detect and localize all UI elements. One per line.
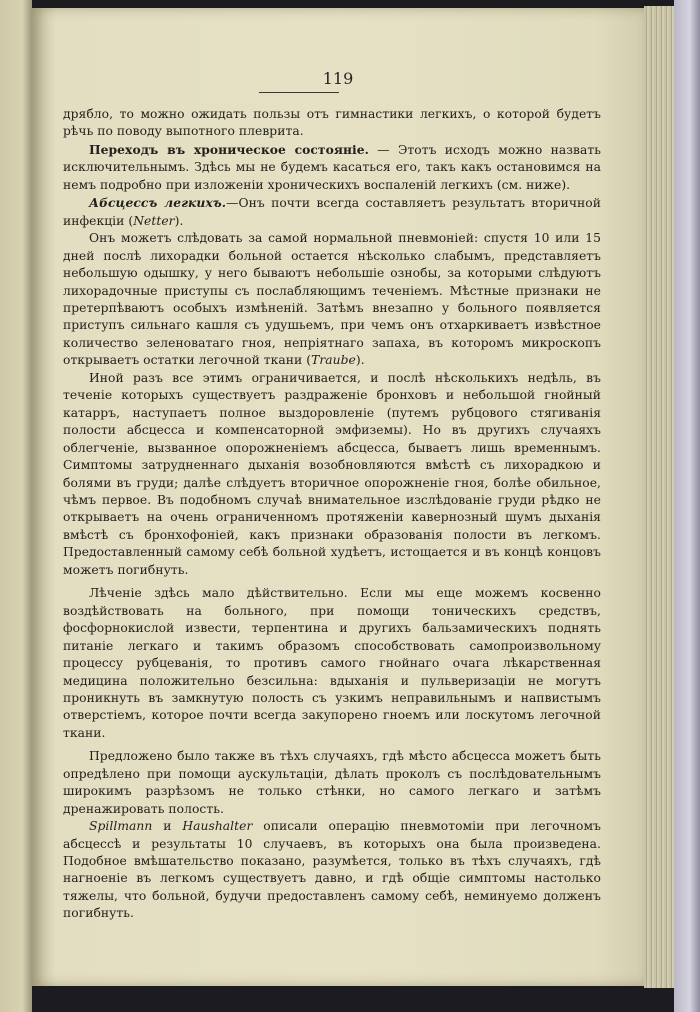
paragraph-text: Предложено было также въ тѣхъ случаяхъ, гдѣ мѣсто абсцесса можетъ быть опредѣлено при помощи аускультаціи, дѣлать проколъ съ послѣдовательнымъ широкимъ разрѣзомъ не только стѣнки, но самого легкаго и затѣмъ дренажировать полость.	[63, 749, 601, 816]
paragraph-text: ).	[174, 213, 184, 228]
paragraph	[63, 370, 601, 579]
paragraph-text: ).	[355, 353, 365, 368]
section-heading: Переходъ въ хроническое состояніе.	[89, 141, 369, 157]
paragraph	[63, 748, 601, 818]
page-number: 119	[322, 69, 354, 88]
paragraph	[63, 106, 601, 141]
paragraph-text: описали операцію пневмотоміи при легочномъ абсцессѣ и результаты 10 случаевъ, въ которыхъ она была произведена. Подобное вмѣшательство показано, разумѣется, только въ тѣхъ случаяхъ, гдѣ нагноеніе въ легкомъ существуетъ давно, и гдѣ общіе симптомы настолько тяжелы, что больной, будучи предоставленъ самому себѣ, неминуемо долженъ погибнуть.	[63, 819, 601, 921]
paragraph	[63, 194, 601, 230]
section-heading: Абсцессъ легкихъ.	[89, 195, 227, 211]
page-body-text	[63, 106, 601, 923]
page-stack-edge	[644, 6, 674, 988]
paragraph-text: Онъ можетъ слѣдовать за самой нормальной пневмоніей: спустя 10 или 15 дней послѣ лихорадки больной остается нѣсколько слабымъ, представляетъ небольшую одышку, у него бываютъ небольшіе ознобы, за которыми слѣдуютъ лихорадочные приступы съ послабляющимъ теченіемъ. Мѣстные признаки не претерпѣваютъ особыхъ измѣненій. Затѣмъ внезапно у больного появляется приступъ сильнаго кашля съ удушьемъ, при чемъ онъ отхаркиваетъ извѣстное количество зеленоватаго гноя, непріятнаго запаха, въ которомъ микроскопъ открываетъ остатки легочной ткани (	[63, 231, 601, 368]
author-name: Traube	[311, 353, 356, 368]
paragraph	[63, 141, 601, 194]
author-name: Spillmann	[89, 819, 153, 834]
book-page	[32, 8, 644, 986]
paragraph-text: дрябло, то можно ожидать пользы отъ гимнастики легкихъ, о которой будетъ рѣчь по поводу выпотного плеврита.	[63, 107, 601, 139]
page-number-rule	[259, 92, 339, 93]
facing-page-edge	[0, 0, 32, 1012]
paragraph-text: —Онъ почти всегда составляетъ результатъ вторичной инфекціи (	[63, 196, 601, 228]
author-name: Haushalter	[182, 819, 253, 834]
paragraph	[63, 230, 601, 370]
paragraph	[63, 818, 601, 923]
paragraph-text: и	[152, 819, 183, 834]
paragraph-text: Лѣченіе здѣсь мало дѣйствительно. Если мы еще можемъ косвенно воздѣйствовать на больного, при помощи тоническихъ средствъ, фосфорнокислой извести, терпентина и другихъ бальзамическихъ поднять питаніе легкаго и такимъ образомъ способствовать самопроизвольному процессу рубцеванія, то противъ самого гнойнаго очага лѣкарственная медицина положительно безсильна: вдыханія и пульверизаціи не могутъ проникнуть въ замкнутую полость съ узкимъ неправильнымъ и напвистымъ отверстіемъ, которое почти всегда закупорено гноемъ или лоскутомъ легочной ткани.	[63, 586, 601, 740]
paragraph-text: Иной разъ все этимъ ограничивается, и послѣ нѣсколькихъ недѣль, въ теченіе которыхъ существуетъ раздраженіе бронховъ и небольшой гнойный катарръ, наступаетъ полное выздоровленіе (путемъ рубцового стягиванія полости абсцесса и компенсаторной эмфиземы). Но въ другихъ случаяхъ облегченіе, вызванное опорожненіемъ абсцесса, бываетъ лишь временнымъ. Симптомы затрудненнаго дыханія возобновляются вмѣстѣ съ лихорадкою и болями въ груди; далѣе слѣдуетъ вторичное опорожненіе гноя, болѣе обильное, чѣмъ первое. Въ подобномъ случаѣ внимательное изслѣдованіе груди рѣдко не открываетъ на очень ограниченномъ протяженіи кавернозный шумъ дыханія вмѣстѣ съ бронхофоніей, какъ признаки образованія полости въ легкомъ. Предоставленный самому себѣ больной худѣетъ, истощается и въ концѣ концовъ можетъ погибнуть.	[63, 370, 601, 577]
paragraph	[63, 585, 601, 742]
author-name: Netter	[133, 213, 175, 228]
book-cover-edge	[674, 0, 700, 1012]
paragraph-text: — Этотъ исходъ можно назвать исключительнымъ. Здѣсь мы не будемъ касаться его, такъ какъ остановимся на немъ подробно при изложеніи хроническихъ воспаленій легкихъ (см. ниже).	[63, 142, 601, 192]
